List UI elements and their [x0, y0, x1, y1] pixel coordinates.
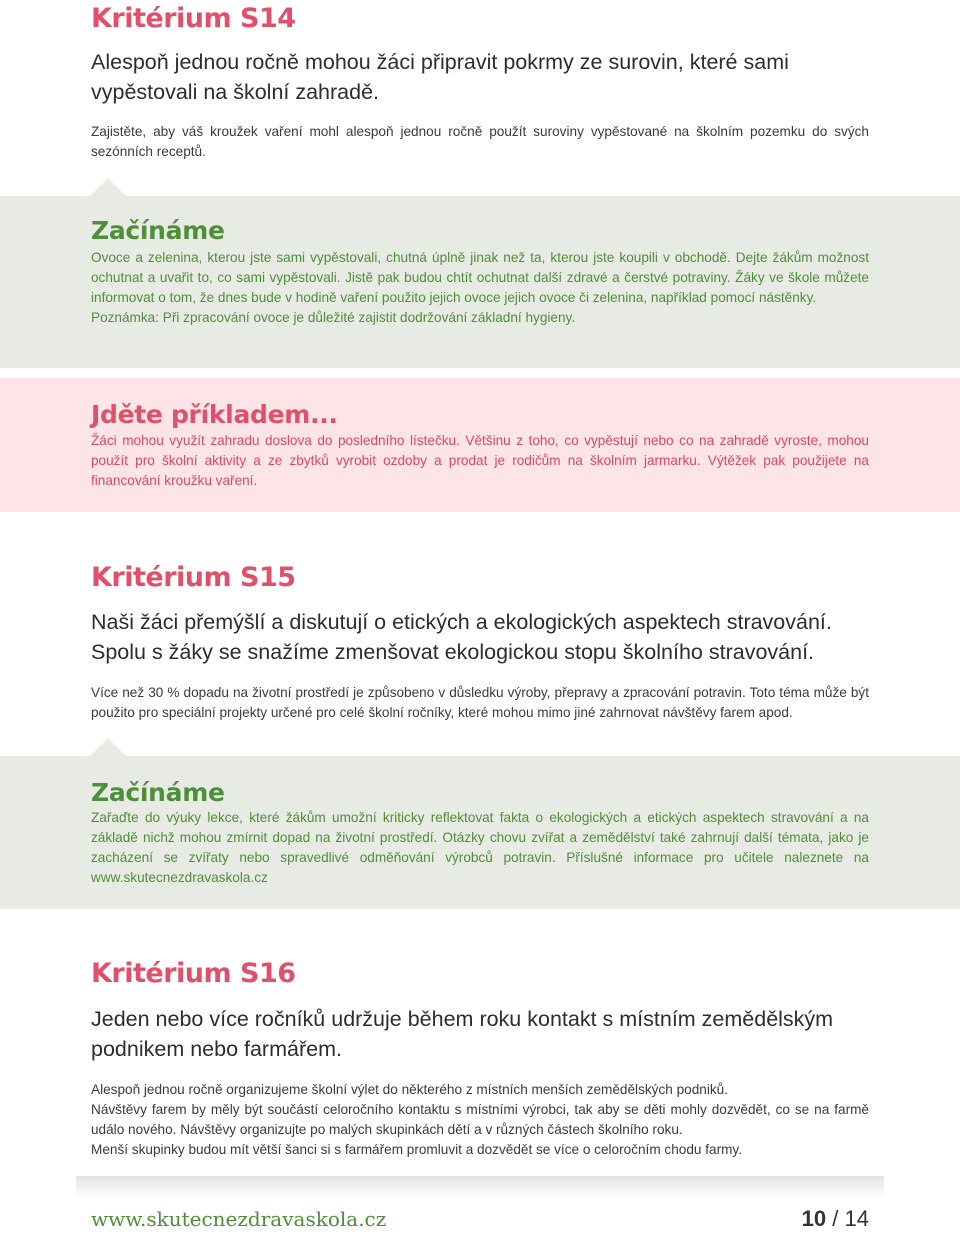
footer-website-link[interactable]: www.skutecnezdravaskola.cz [91, 1207, 387, 1231]
box-notch [90, 178, 126, 196]
criterion-s15-lead: Naši žáci přemýšlí a diskutují o etických a ekologických aspektech stravování. Spolu s žáky se snažíme zmenšovat ekologickou stopu školního stravování. [91, 610, 832, 664]
getting-started-box [0, 196, 960, 368]
criterion-s16-title: Kritérium S16 [91, 958, 296, 989]
criterion-s14-lead: Alespoň jednou ročně mohou žáci připravit pokrmy ze surovin, které sami vypěstovali na školní zahradě. [91, 50, 789, 104]
criterion-s14-body: Zajistěte, aby váš kroužek vaření mohl alespoň jednou ročně použít suroviny vypěstované na školním pozemku do svých sezónních receptů. [91, 124, 869, 159]
page-number [802, 1206, 869, 1232]
criterion-s16 [0, 956, 960, 1166]
getting-started-text-2: Zařaďte do výuky lekce, které žákům umožní kriticky reflektovat fakta o ekologických a etických aspektech stravování a na základě nichž mohou zmírnit dopad na životní prostředí. Otázky chovu zvířat a zemědělství také zahrnují další témata, jako je zacházení se zvířaty nebo spravedlivé odměňování výrobců potravin. Příslušné informace pro učitele naleznete na www.skutecnezdravaskola.cz [91, 810, 869, 885]
getting-started-title: Začínáme [91, 216, 225, 245]
getting-started-note: Poznámka: Při zpracování ovoce je důležité zajistit dodržování základní hygieny. [91, 310, 576, 325]
criterion-s16-p3: Menší skupinky budou mít větší šanci si s farmářem promluvit a dozvědět se více o celoročním chodu farmy. [91, 1142, 742, 1157]
getting-started-text: Ovoce a zelenina, kterou jste sami vypěstovali, chutná úplně jinak než ta, kterou jste koupili v obchodě. Dejte žákům možnost ochutnat a uvařit to, co sami vypěstovali. Jistě pak budou chtít ochutnat další zdravé a čerstvé potraviny. Žáky ve škole můžete informovat o tom, že dnes bude v hodině vaření použito jejich ovoce jejich ovoce či zelenina, například pomocí nástěnky. [91, 250, 869, 305]
getting-started-box-2 [0, 756, 960, 909]
footer-divider [76, 1176, 884, 1198]
criterion-s16-p2: Návštěvy farem by měly být součástí celoročního kontaktu s místními výrobci, tak aby se děti mohly dozvědět, co se na farmě událo nového. Návštěvy organizujte po malých skupinkách dětí a v různých částech školního roku. [91, 1102, 869, 1137]
criterion-s14 [0, 0, 960, 180]
lead-by-example-box [0, 378, 960, 512]
lead-by-example-title: Jděte příkladem... [91, 400, 338, 429]
criterion-s16-p1: Alespoň jednou ročně organizujeme školní výlet do některého z místních menších zemědělských podniků. [91, 1082, 728, 1097]
criterion-s15 [0, 560, 960, 740]
criterion-s14-title: Kritérium S14 [91, 3, 296, 34]
lead-by-example-text: Žáci mohou využít zahradu doslova do posledního lístečku. Většinu z toho, co vypěstují nebo co na zahradě vyroste, mohou použít pro školní aktivity a ze zbytků vyrobit ozdoby a prodat je rodičům na školním jarmarku. Výtěžek pak použijete na financování kroužku vaření. [91, 433, 869, 488]
criterion-s15-title: Kritérium S15 [91, 562, 296, 593]
criterion-s15-body: Více než 30 % dopadu na životní prostředí je způsobeno v důsledku výroby, přepravy a zpracování potravin. Toto téma může být použito pro speciální projekty určené pro celé školní ročníky, které mohou mimo jiné zahrnovat návštěvy farem apod. [91, 685, 869, 720]
current-page: 10 [801, 1206, 827, 1231]
page-separator: / [832, 1206, 839, 1231]
getting-started-title-2: Začínáme [91, 778, 225, 807]
criterion-s16-lead: Jeden nebo více ročníků udržuje během roku kontakt s místním zemědělským podnikem nebo farmářem. [91, 1007, 834, 1061]
total-pages: 14 [844, 1206, 869, 1231]
box-notch [90, 738, 126, 756]
